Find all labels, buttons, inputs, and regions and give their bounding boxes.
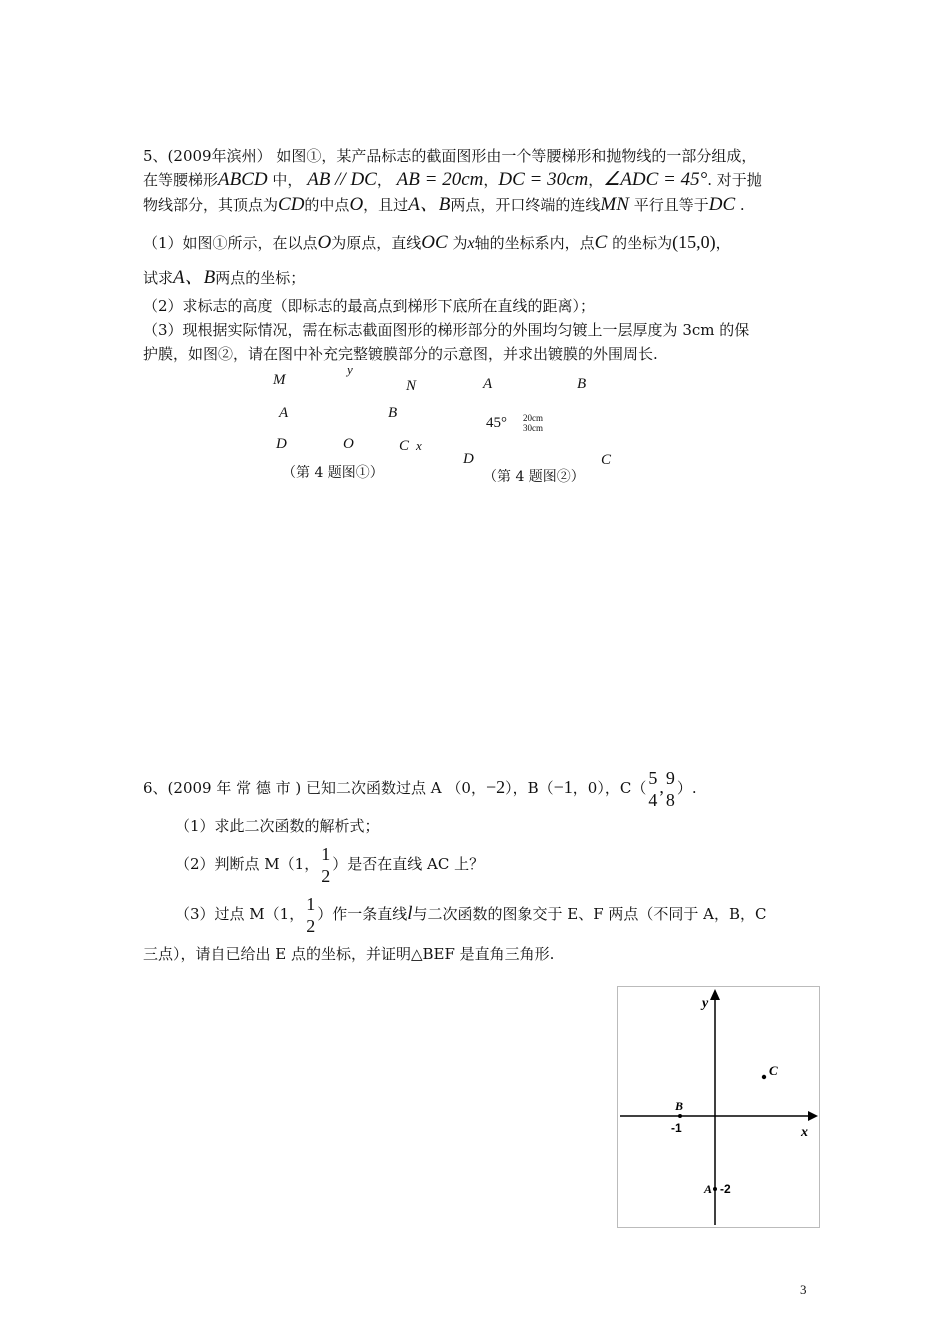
fig1-label-y: y bbox=[347, 362, 353, 377]
fig2-length-30cm: 30cm bbox=[523, 423, 543, 433]
graph-svg bbox=[618, 987, 819, 1227]
fig2-label-a: A bbox=[483, 376, 493, 392]
graph-tick-minus2: -2 bbox=[720, 1182, 731, 1196]
x-axis-arrow-icon bbox=[808, 1111, 818, 1121]
p6-question2: （2）判断点 M（1， 1 2 ）是否在直线 AC 上？ bbox=[175, 844, 485, 886]
graph-label-c: C bbox=[769, 1063, 778, 1078]
p5-line2: 在等腰梯形ABCD 中， AB // DC， AB = 20cm，DC = 30cm，∠ADC = 45°. 对于抛 bbox=[143, 169, 762, 190]
point-a bbox=[713, 1187, 717, 1191]
fig2-caption: （第 4 题图②） bbox=[483, 469, 585, 485]
c-x-fraction: 5 4 bbox=[648, 768, 658, 810]
graph-label-y: y bbox=[702, 996, 709, 1011]
fig1-label-n: N bbox=[406, 378, 417, 394]
fig1-label-x: x bbox=[416, 438, 422, 453]
p6-question3: （3）过点 M（1， 1 2 ）作一条直线l与二次函数的图象交于 E、F 两点（不同于 A，B，C bbox=[175, 894, 767, 936]
fig2-length-20cm: 20cm bbox=[523, 413, 543, 423]
half-fraction: 1 2 bbox=[306, 894, 316, 936]
p5-question3b: 护膜，如图②，请在图中补充完整镀膜部分的示意图，并求出镀膜的外围周长. bbox=[143, 345, 658, 363]
fig2-angle-label: 45° bbox=[486, 415, 507, 431]
p5-question1b: 试求A、B两点的坐标； bbox=[143, 267, 306, 288]
fig1-caption: （第 4 题图①） bbox=[282, 465, 384, 481]
half-fraction: 1 2 bbox=[321, 844, 331, 886]
graph-tick-minus1: -1 bbox=[671, 1121, 682, 1135]
p6-question3b: 三点），请自已给出 E 点的坐标，并证明△BEF 是直角三角形. bbox=[143, 945, 555, 963]
p6-question1: （1）求此二次函数的解析式； bbox=[175, 817, 380, 835]
p5-line3: 物线部分，其顶点为CD的中点O，且过A、B两点，开口终端的连线MN 平行且等于DC . bbox=[143, 194, 745, 215]
fig1-label-d: D bbox=[276, 436, 287, 452]
fig1-label-m: M bbox=[273, 372, 286, 388]
p5-question3a: （3）现根据实际情况，需在标志截面图形的梯形部分的外围均匀镀上一层厚度为 3cm 的保 bbox=[143, 321, 750, 339]
graph-label-x: x bbox=[801, 1125, 808, 1140]
fig1-label-b: B bbox=[388, 405, 398, 421]
graph-label-b: B bbox=[675, 1099, 684, 1113]
point-b bbox=[678, 1114, 682, 1118]
fig2-label-d: D bbox=[463, 451, 474, 467]
y-axis-arrow-icon bbox=[710, 989, 720, 1000]
point-c bbox=[762, 1075, 766, 1079]
p5-line1: 5、(2009年滨州） 如图①，某产品标志的截面图形由一个等腰梯形和抛物线的一部分组成， bbox=[143, 147, 757, 165]
page-number: 3 bbox=[800, 1282, 807, 1297]
p5-question2: （2）求标志的高度（即标志的最高点到梯形下底所在直线的距离）； bbox=[143, 297, 596, 315]
fig1-label-o: O bbox=[343, 436, 354, 452]
c-y-fraction: 9 8 bbox=[665, 768, 675, 810]
fig1-label-c: C bbox=[399, 438, 410, 454]
fig2-label-b: B bbox=[577, 376, 587, 392]
fig2-label-c: C bbox=[601, 452, 612, 468]
p6-line1: 6、(2009 年 常 德 市 ) 已知二次函数过点 A （0，−2），B（−1，0），C（ 5 4 , 9 8 ）. bbox=[143, 768, 697, 810]
graph-label-a: A bbox=[704, 1182, 713, 1196]
coordinate-graph bbox=[617, 986, 820, 1228]
fig1-label-a: A bbox=[279, 405, 289, 421]
p5-question1: （1）如图①所示，在以点O为原点，直线OC 为x轴的坐标系内，点C 的坐标为(15,0)， bbox=[143, 232, 731, 253]
